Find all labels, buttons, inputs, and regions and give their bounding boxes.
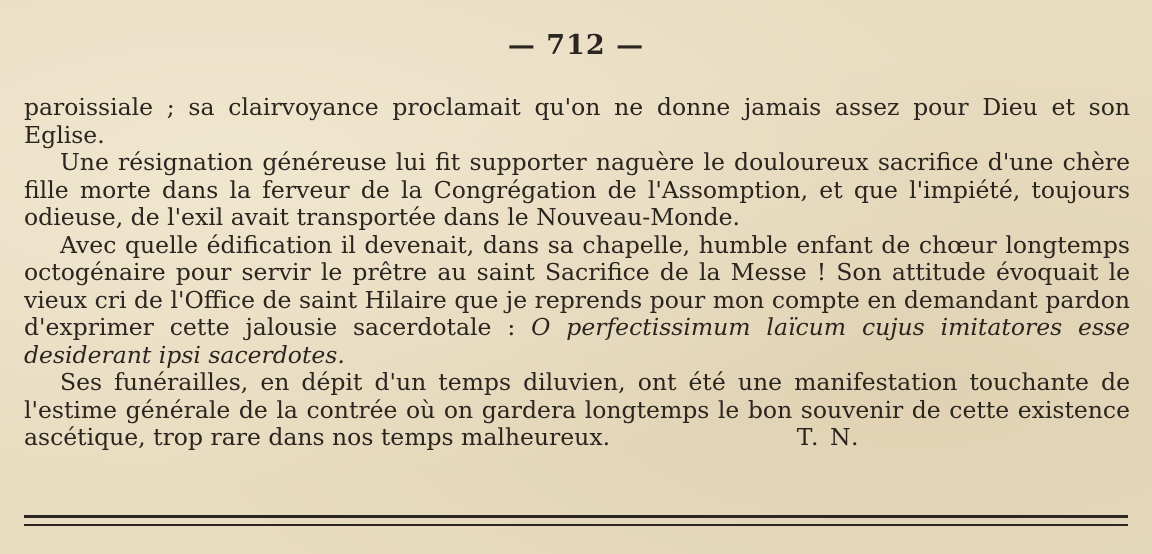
latin-quote: O perfectissimum laïcum cujus imitatores esse desiderant ipsi sacerdotes. <box>24 313 1130 369</box>
paragraph-3-text: Avec quelle édification il devenait, dans sa chapelle, humble enfant de chœur longtemps octogénaire pour servir le prêtre au saint Sacrifice de la Messe ! Son attitude évoquait le vieux cri de l'Office de saint Hilaire que je reprends pour mon compte en demandant pardon d'exprimer cette jalousie sacerdotale : <box>24 230 1130 341</box>
double-rule-bottom <box>24 524 1128 526</box>
paragraph-1: paroissiale ; sa clairvoyance proclamait qu'on ne donne jamais assez pour Dieu et son Eglise. <box>24 93 1130 149</box>
body-text <box>24 94 1130 452</box>
double-rule-top <box>24 515 1128 518</box>
paragraph-4 <box>24 369 1130 452</box>
paragraph-3 <box>24 232 1130 370</box>
paragraph-2: Une résignation généreuse lui fit supporter naguère le douloureux sacrifice d'une chère fille morte dans la ferveur de la Congrégation de l'Assomption, et que l'impiété, toujours odieuse, de l'exil avait transportée dans le Nouveau-Monde. <box>24 148 1130 231</box>
paragraph-4-text: Ses funérailles, en dépit d'un temps diluvien, ont été une manifestation touchante de l'estime générale de la contrée où on gardera longtemps le bon souvenir de cette existence ascétique, trop rare dans nos temps malheureux. <box>24 368 1130 451</box>
signature-initials: T. N. <box>796 423 861 451</box>
page-number: — 712 — <box>507 30 645 61</box>
